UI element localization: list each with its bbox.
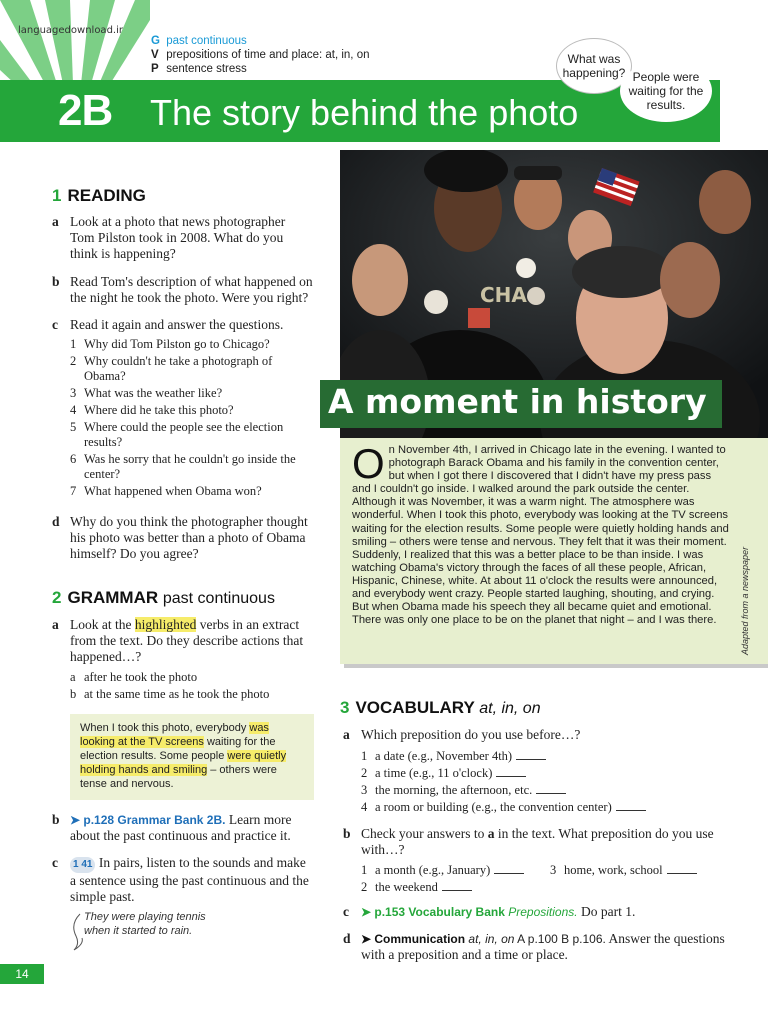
grammar-task-a: a Look at the highlighted verbs in an extract from the text. Do they describe actions that happened…? xyxy=(52,617,304,664)
answer-blank[interactable] xyxy=(536,784,566,794)
list-item: 5 Where could the people see the election results? xyxy=(70,420,284,449)
list-item: 1 a month (e.g., January) xyxy=(361,862,524,879)
vocabulary-b-list-col2 xyxy=(550,862,697,879)
answer-blank[interactable] xyxy=(516,750,546,760)
answer-blank[interactable] xyxy=(496,767,526,777)
communication-link[interactable]: ➤ Communication xyxy=(361,932,466,946)
vocabulary-b-list-col1 xyxy=(361,862,524,896)
reading-heading: 1 READING xyxy=(52,186,146,205)
list-item: 4 Where did he take this photo? xyxy=(70,403,234,417)
article-heading: A moment in history xyxy=(320,380,722,428)
answer-blank[interactable] xyxy=(667,864,697,874)
reading-task-c: c Read it again and answer the questions. xyxy=(52,317,284,332)
page-number: 14 xyxy=(0,964,44,984)
reading-questions xyxy=(70,337,300,501)
vocabulary-task-a: a Which preposition do you use before…? xyxy=(343,727,581,742)
grammar-example: They were playing tennis when it started to rain. xyxy=(84,911,206,937)
answer-blank[interactable] xyxy=(616,801,646,811)
list-item: 2 Why couldn't he take a photograph of Obama? xyxy=(70,354,273,383)
svg-text:CHA: CHA xyxy=(480,283,527,307)
vocabulary-a-list xyxy=(361,748,646,816)
vocabulary-bank-link[interactable]: ➤ p.153 Vocabulary Bank xyxy=(361,905,505,919)
grammar-extract-box: When I took this photo, everybody was looking at the TV screens waiting for the election results. Some people were quietly holding hands and smiling – others were tense and nervous. xyxy=(70,714,314,800)
list-item: 4 a room or building (e.g., the convention center) xyxy=(361,799,646,816)
objective-grammar: G past continuous xyxy=(151,35,247,47)
grammar-bank-link[interactable]: ➤ p.128 Grammar Bank 2B. xyxy=(70,813,226,827)
list-item: 3 the morning, the afternoon, etc. xyxy=(361,782,646,799)
list-item: 3 What was the weather like? xyxy=(70,386,223,400)
list-item: 6 Was he sorry that he couldn't go inside the center? xyxy=(70,452,296,481)
list-item: 7 What happened when Obama won? xyxy=(70,484,262,498)
answer-blank[interactable] xyxy=(442,881,472,891)
list-item: 2 the weekend xyxy=(361,879,524,896)
vocabulary-task-d: d ➤ Communication at, in, on A p.100 B p.106. Answer the questions with a preposition and a time or place. xyxy=(343,931,725,962)
list-item: 1 a date (e.g., November 4th) xyxy=(361,748,646,765)
grammar-task-b: b ➤ p.128 Grammar Bank 2B. Learn more about the past continuous and practice it. xyxy=(52,812,292,843)
reading-task-d: d Why do you think the photographer thought his photo was better than a photo of Obama himself? Do you agree? xyxy=(52,514,308,561)
article-dropcap: O xyxy=(352,440,385,487)
article-body: On November 4th, I arrived in Chicago late in the evening. I wanted to photograph Barack Obama and his family in the convention center, but when I got there I discovered that I didn't have my press pass and I couldn't go inside. I walked around the park outside the center. Although it was November, it was a warm night. The atmosphere was wonderful. When I took this photo, everybody was looking at the TV screens waiting for the election results. Some people were quietly holding hands and smiling – others were tense and nervous. They felt that it was their moment. Suddenly, I realized that this was a better place to be than inside. I was watching Obama's victory through the faces of all these people, African, Hispanic, Chinese, white. At about 11 o'clock the results were announced, and everybody went crazy. People started laughing, shouting, and crying. But when Obama made his speech they all became quiet and emotional. There was only one place to be on the planet that night – and I was there. xyxy=(352,440,729,627)
speech-bubble-answer: People were waiting for the results. xyxy=(620,60,712,122)
speech-bubble-question: What was happening? xyxy=(556,38,632,94)
list-item: 2 a time (e.g., 11 o'clock) xyxy=(361,765,646,782)
list-item: 1 Why did Tom Pilston go to Chicago? xyxy=(70,337,270,351)
audio-track-icon[interactable]: 1 41 xyxy=(70,857,95,873)
grammar-options xyxy=(70,669,269,703)
vocabulary-heading: 3 VOCABULARY at, in, on xyxy=(340,698,541,717)
vocabulary-task-c: c ➤ p.153 Vocabulary Bank Prepositions. Do part 1. xyxy=(343,904,636,919)
site-watermark: languagedownload.ir xyxy=(18,25,123,36)
answer-blank[interactable] xyxy=(494,864,524,874)
list-item: 3 home, work, school xyxy=(550,862,697,879)
vocabulary-task-b: b Check your answers to a in the text. What preposition do you use with…? xyxy=(343,826,714,857)
objective-pronunciation: P sentence stress xyxy=(151,63,247,75)
list-item: b at the same time as he took the photo xyxy=(70,687,270,701)
lesson-objectives xyxy=(151,34,370,76)
article-source: Adapted from a newspaper xyxy=(740,546,750,655)
reading-task-b: b Read Tom's description of what happened on the night he took the photo. Were you right? xyxy=(52,274,313,305)
objective-vocabulary: V prepositions of time and place: at, in, on xyxy=(151,49,370,61)
grammar-heading: 2 GRAMMAR past continuous xyxy=(52,588,275,607)
list-item: a after he took the photo xyxy=(70,670,198,684)
grammar-task-c: c 1 41 In pairs, listen to the sounds and make a sentence using the past continuous and the simple past. xyxy=(52,855,309,904)
lesson-title: The story behind the photo xyxy=(150,92,579,133)
article-box xyxy=(340,438,768,664)
lesson-number: 2B xyxy=(58,86,113,135)
reading-task-a: a Look at a photo that news photographer Tom Pilston took in 2008. What do you think is happening? xyxy=(52,214,286,261)
